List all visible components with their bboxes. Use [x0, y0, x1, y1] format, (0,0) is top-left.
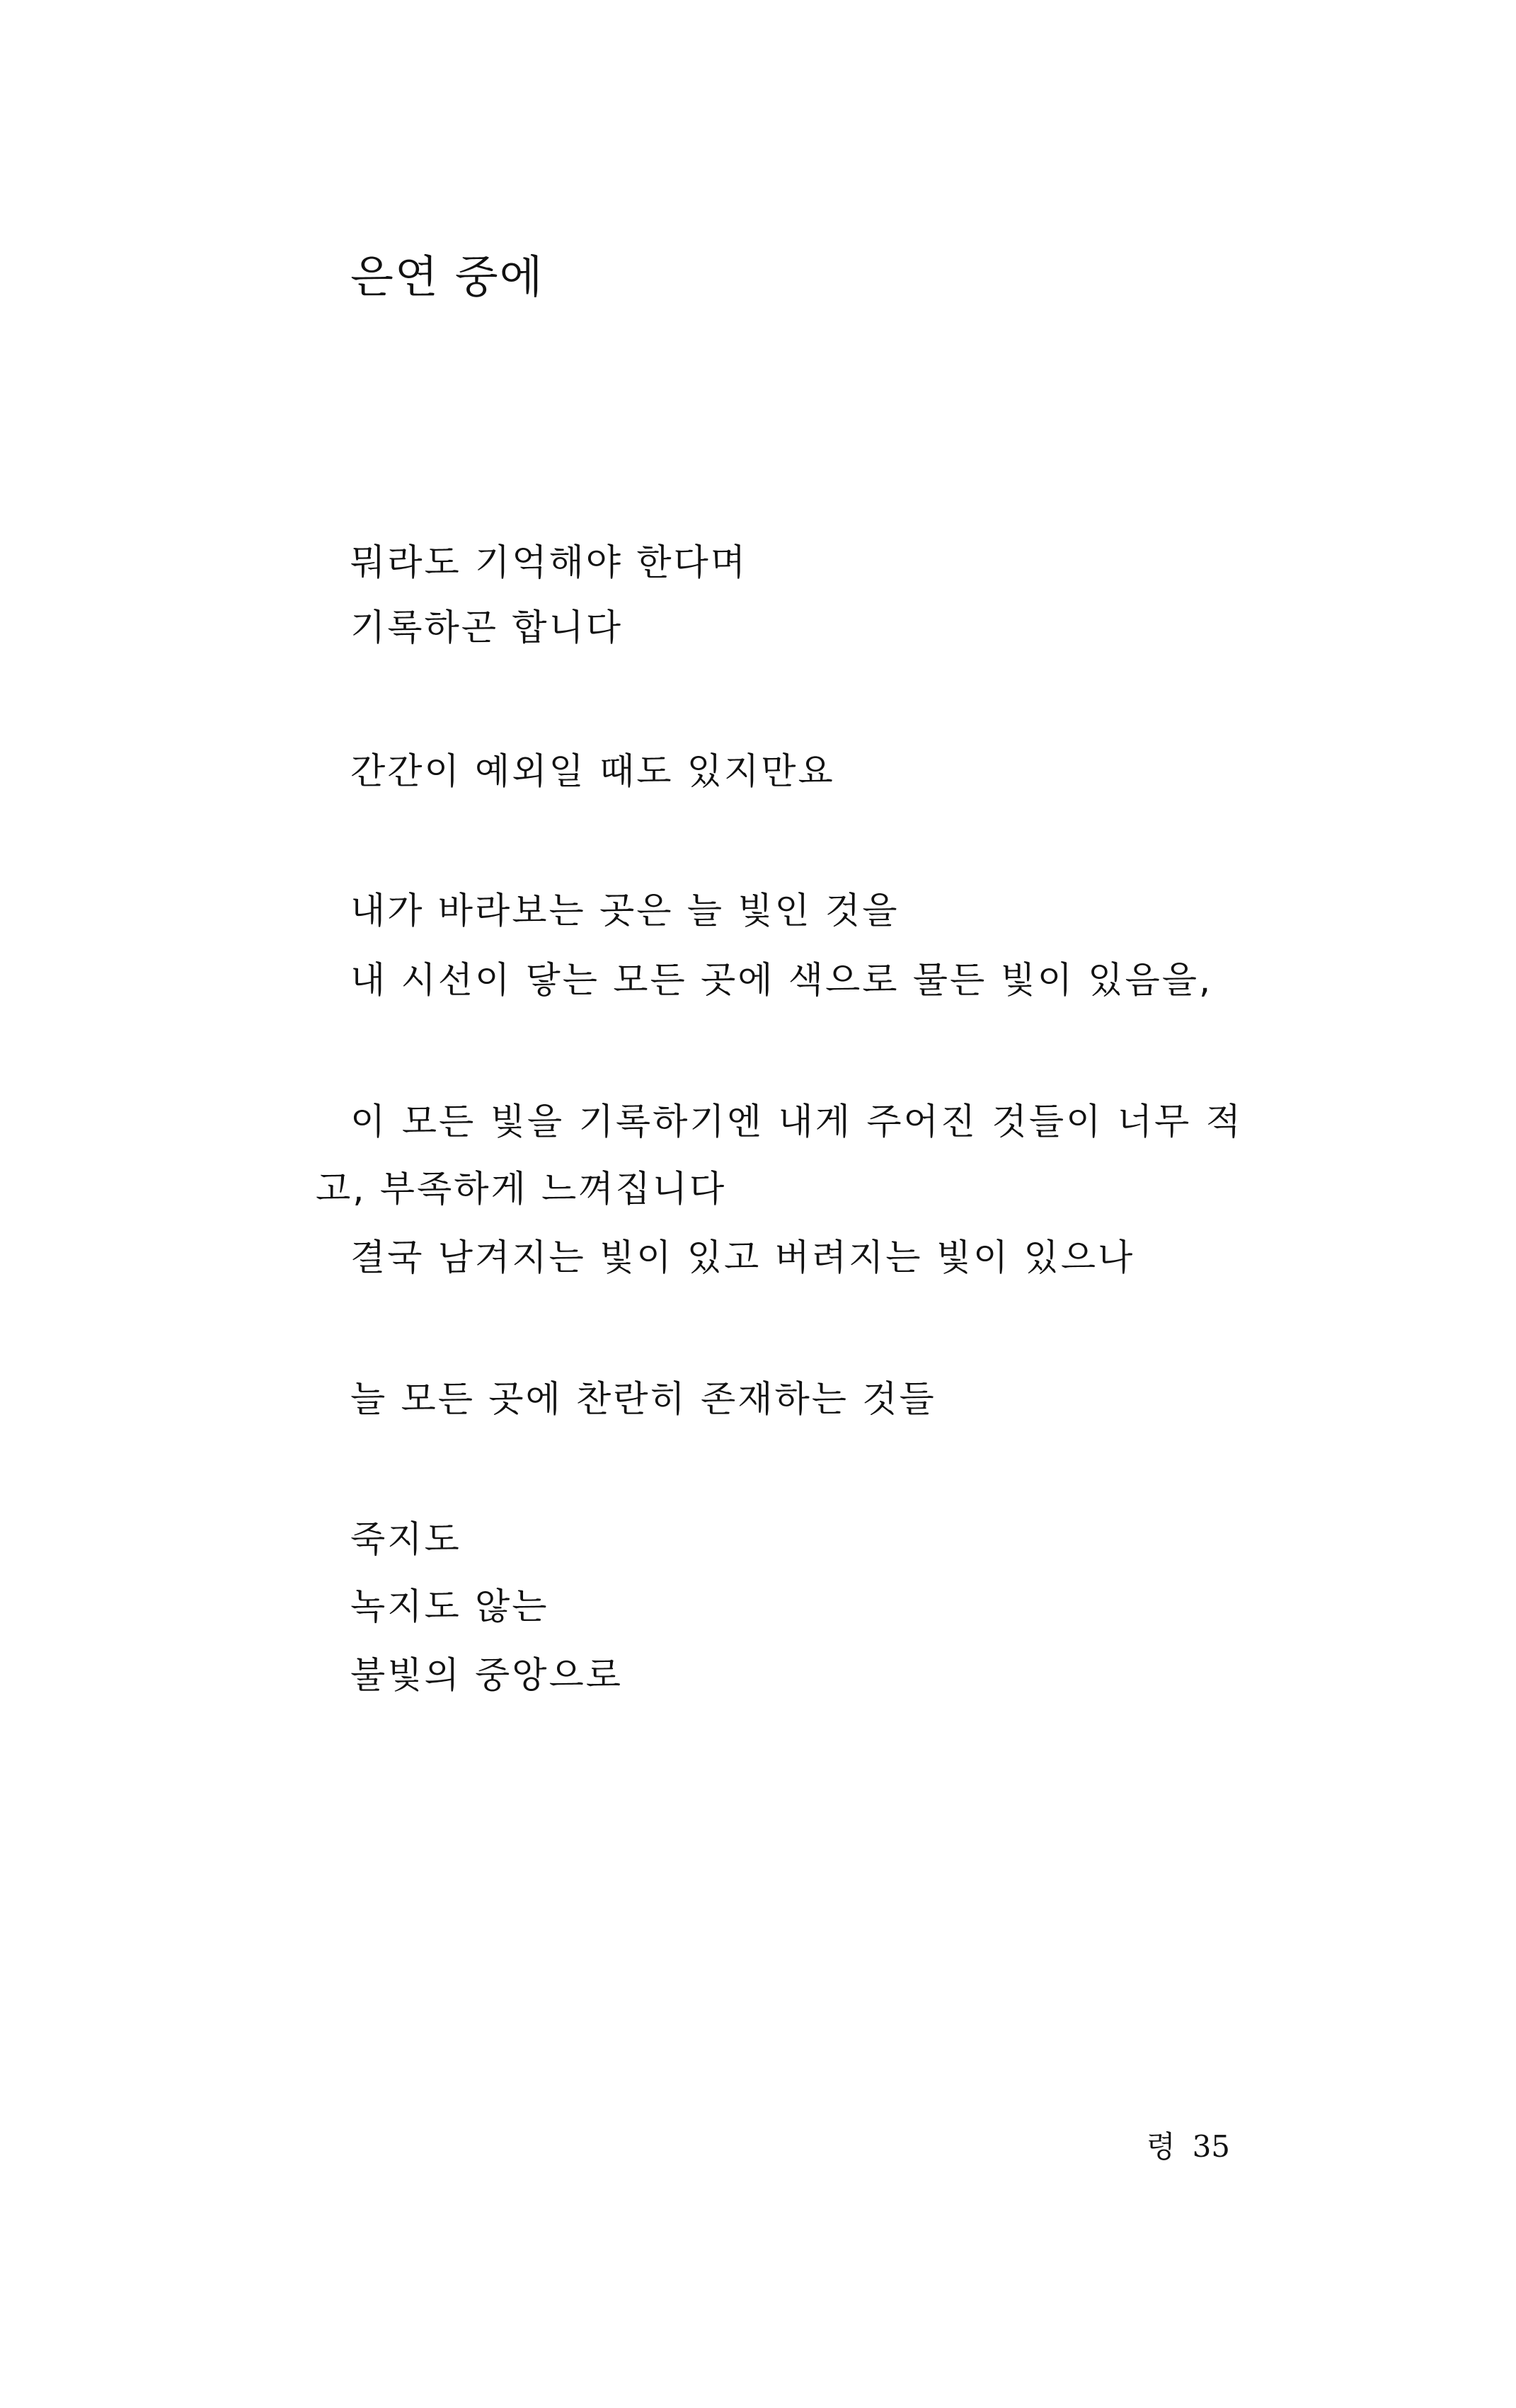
- running-title: 령: [1147, 2129, 1176, 2164]
- poem-line: 기록하곤 합니다: [350, 607, 624, 649]
- page-footer: [1147, 2129, 1231, 2164]
- poem-line: 고, 부족하게 느껴집니다: [316, 1169, 727, 1210]
- poem-line: 간간이 예외일 때도 있지만요: [350, 751, 835, 793]
- poem-line: 죽지도: [350, 1519, 461, 1561]
- poem-line: 내가 바라보는 곳은 늘 빛인 것을: [350, 890, 900, 932]
- poem-line: 녹지도 않는: [350, 1586, 549, 1628]
- page-number: 35: [1192, 2129, 1231, 2164]
- poem-line: 내 시선이 닿는 모든 곳에 색으로 물든 빛이 있음을,: [350, 960, 1213, 1002]
- poem-title: 은연 중에: [350, 251, 544, 303]
- poem-line: 불빛의 중앙으로: [350, 1655, 624, 1697]
- poem-line: 결국 남겨지는 빛이 있고 버려지는 빛이 있으나: [350, 1237, 1135, 1279]
- poem-line: 늘 모든 곳에 찬란히 존재하는 것들: [350, 1379, 936, 1421]
- poem-line: 뭐라도 기억해야 한다며: [350, 542, 748, 584]
- poem-line: 이 모든 빛을 기록하기엔 내게 주어진 것들이 너무 적: [350, 1101, 1243, 1143]
